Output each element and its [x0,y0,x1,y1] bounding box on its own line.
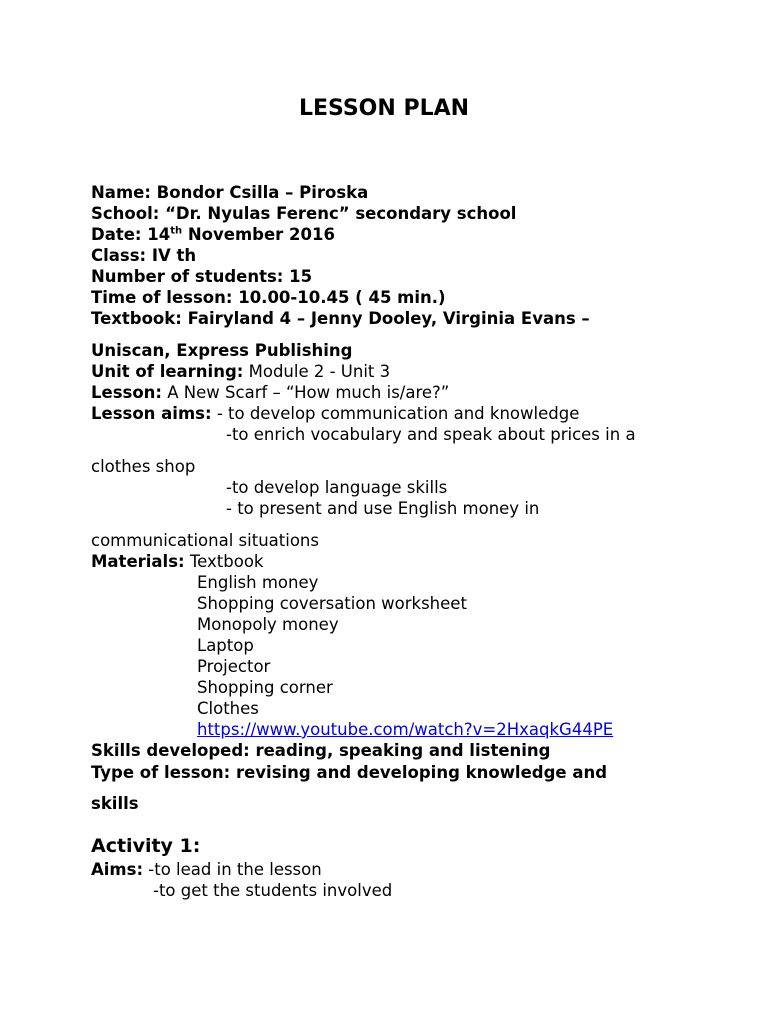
aim-4-continued: communicational situations [91,531,319,550]
materials-line [91,551,263,572]
material-item: Textbook [189,552,264,571]
textbook-line-2: Uniscan, Express Publishing [91,341,353,360]
lesson-label: Lesson: [91,383,163,402]
material-item: Projector [197,657,271,676]
textbook-line-1: Textbook: Fairyland 4 – Jenny Dooley, Virginia Evans – [91,309,590,328]
activity-aim-2: -to get the students involved [153,881,393,900]
class-line: Class: IV th [91,246,197,265]
date-prefix: Date: 14 [91,225,171,244]
aim-1: - to develop communication and knowledge [211,404,580,423]
date-superscript: th [170,225,183,237]
lesson-line [91,382,449,403]
skills-line: Skills developed: reading, speaking and listening [91,741,551,760]
name-line: Name: Bondor Csilla – Piroska [91,183,369,202]
aims-label: Lesson aims: [91,404,212,423]
material-item: Shopping corner [197,678,333,697]
lesson-value: A New Scarf – “How much is/are?” [162,383,450,402]
unit-label: Unit of learning: [91,362,244,381]
aim-2: -to enrich vocabulary and speak about prices in a [226,425,636,444]
students-line: Number of students: 15 [91,267,313,286]
aim-4: - to present and use English money in [226,499,540,518]
activity-aim-1: -to lead in the lesson [143,860,322,879]
time-line: Time of lesson: 10.00-10.45 ( 45 min.) [91,288,446,307]
activity-heading: Activity 1: [91,835,201,857]
material-item: Laptop [197,636,254,655]
activity-aims-line [91,859,322,880]
type-line-1: Type of lesson: revising and developing knowledge and [91,763,608,782]
school-line: School: “Dr. Nyulas Ferenc” secondary school [91,204,517,223]
page-title: LESSON PLAN [298,96,470,121]
aim-3: -to develop language skills [226,478,448,497]
aims-line-1 [91,403,579,424]
type-line-2: skills [91,794,139,813]
materials-label: Materials: [91,552,185,571]
material-item: Clothes [197,699,259,718]
unit-line [91,361,390,382]
date-suffix: November 2016 [182,225,335,244]
aim-2-continued: clothes shop [91,457,196,476]
date-line [91,224,335,245]
material-item: English money [197,573,319,592]
activity-aims-label: Aims: [91,860,144,879]
youtube-link[interactable]: https://www.youtube.com/watch?v=2HxaqkG44PE [197,720,614,739]
material-item: Shopping coversation worksheet [197,594,467,613]
unit-value: Module 2 - Unit 3 [243,362,391,381]
material-item: Monopoly money [197,615,339,634]
